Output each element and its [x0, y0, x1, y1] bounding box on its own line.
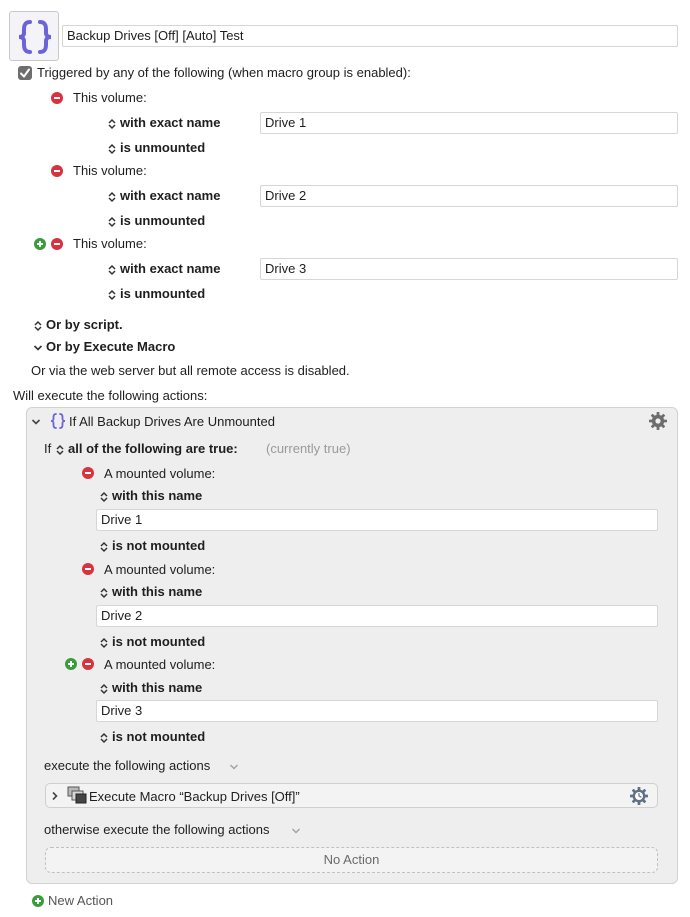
up-down-arrows-icon: [99, 637, 109, 649]
execute-macro-action-title[interactable]: Execute Macro “Backup Drives [Off]”: [89, 789, 300, 804]
checkmark-icon: [18, 66, 32, 80]
condition-label: A mounted volume:: [104, 657, 216, 672]
up-down-arrows-icon: [99, 491, 109, 503]
new-action-icon[interactable]: [32, 895, 44, 907]
trigger-header: Triggered by any of the following (when macro group is enabled):: [37, 65, 411, 80]
trigger-state-select[interactable]: is unmounted: [107, 213, 205, 229]
or-by-script-disclosure[interactable]: Or by script.: [33, 317, 123, 333]
chevron-down-icon[interactable]: [229, 762, 239, 772]
chevron-down-icon[interactable]: [291, 826, 301, 836]
up-down-arrows-icon: [33, 320, 43, 332]
curly-braces-icon: [48, 412, 68, 430]
trigger-match-mode-select[interactable]: with exact name: [107, 261, 220, 277]
condition-match-mode-select[interactable]: with this name: [99, 488, 202, 504]
up-down-arrows-icon: [99, 541, 109, 553]
up-down-arrows-icon: [107, 118, 117, 130]
remove-trigger-icon[interactable]: [51, 238, 63, 250]
remove-condition-icon[interactable]: [82, 563, 94, 575]
condition-label: A mounted volume:: [104, 562, 216, 577]
action-title[interactable]: If All Backup Drives Are Unmounted: [69, 414, 275, 429]
condition-state-select[interactable]: is not mounted: [99, 538, 205, 554]
trigger-volume-name-input[interactable]: Drive 3: [260, 258, 678, 280]
trigger-match-mode-select[interactable]: with exact name: [107, 188, 220, 204]
condition-match-mode-select[interactable]: with this name: [99, 680, 202, 696]
up-down-arrows-icon: [107, 216, 117, 228]
trigger-volume-name-input[interactable]: Drive 1: [260, 112, 678, 134]
trigger-label: This volume:: [73, 90, 147, 105]
up-down-arrows-icon: [99, 683, 109, 695]
condition-volume-name-input[interactable]: Drive 2: [96, 605, 658, 627]
remove-trigger-icon[interactable]: [51, 165, 63, 177]
condition-state-select[interactable]: is not mounted: [99, 634, 205, 650]
trigger-label: This volume:: [73, 236, 147, 251]
macro-icon[interactable]: [9, 11, 59, 61]
else-branch-label: otherwise execute the following actions: [44, 822, 270, 837]
new-action-button[interactable]: New Action: [48, 893, 114, 908]
timer-gear-icon[interactable]: [629, 786, 649, 806]
up-down-arrows-icon: [107, 264, 117, 276]
or-by-execute-macro-disclosure[interactable]: Or by Execute Macro: [33, 339, 175, 355]
condition-status: (currently true): [266, 441, 351, 456]
up-down-arrows-icon: [99, 732, 109, 744]
macro-name-input[interactable]: Backup Drives [Off] [Auto] Test: [62, 25, 678, 47]
gear-icon[interactable]: [648, 411, 668, 431]
execute-macro-icon: [67, 786, 87, 804]
remove-condition-icon[interactable]: [82, 658, 94, 670]
condition-label: A mounted volume:: [104, 466, 216, 481]
up-down-arrows-icon: [107, 143, 117, 155]
condition-state-select[interactable]: is not mounted: [99, 729, 205, 745]
add-condition-icon[interactable]: [65, 658, 77, 670]
chevron-down-icon[interactable]: [31, 417, 41, 427]
trigger-volume-name-input[interactable]: Drive 2: [260, 185, 678, 207]
add-trigger-icon[interactable]: [34, 238, 46, 250]
curly-braces-icon: [10, 12, 60, 62]
condition-mode-select[interactable]: all of the following are true:: [55, 441, 238, 457]
then-branch-label: execute the following actions: [44, 758, 211, 773]
trigger-enabled-checkbox[interactable]: [18, 66, 32, 80]
web-server-note: Or via the web server but all remote access is disabled.: [31, 363, 350, 378]
trigger-state-select[interactable]: is unmounted: [107, 286, 205, 302]
condition-match-mode-select[interactable]: with this name: [99, 584, 202, 600]
trigger-match-mode-select[interactable]: with exact name: [107, 115, 220, 131]
trigger-label: This volume:: [73, 163, 147, 178]
chevron-down-icon: [33, 343, 43, 353]
up-down-arrows-icon: [55, 444, 65, 456]
trigger-state-select[interactable]: is unmounted: [107, 140, 205, 156]
up-down-arrows-icon: [99, 587, 109, 599]
up-down-arrows-icon: [107, 289, 117, 301]
up-down-arrows-icon: [107, 191, 117, 203]
no-action-drop-zone[interactable]: No Action: [45, 847, 658, 873]
condition-volume-name-input[interactable]: Drive 3: [96, 700, 658, 722]
remove-trigger-icon[interactable]: [51, 92, 63, 104]
remove-condition-icon[interactable]: [82, 467, 94, 479]
condition-volume-name-input[interactable]: Drive 1: [96, 509, 658, 531]
if-prefix: If: [44, 441, 52, 456]
actions-header: Will execute the following actions:: [13, 388, 208, 403]
chevron-right-icon[interactable]: [50, 791, 60, 801]
